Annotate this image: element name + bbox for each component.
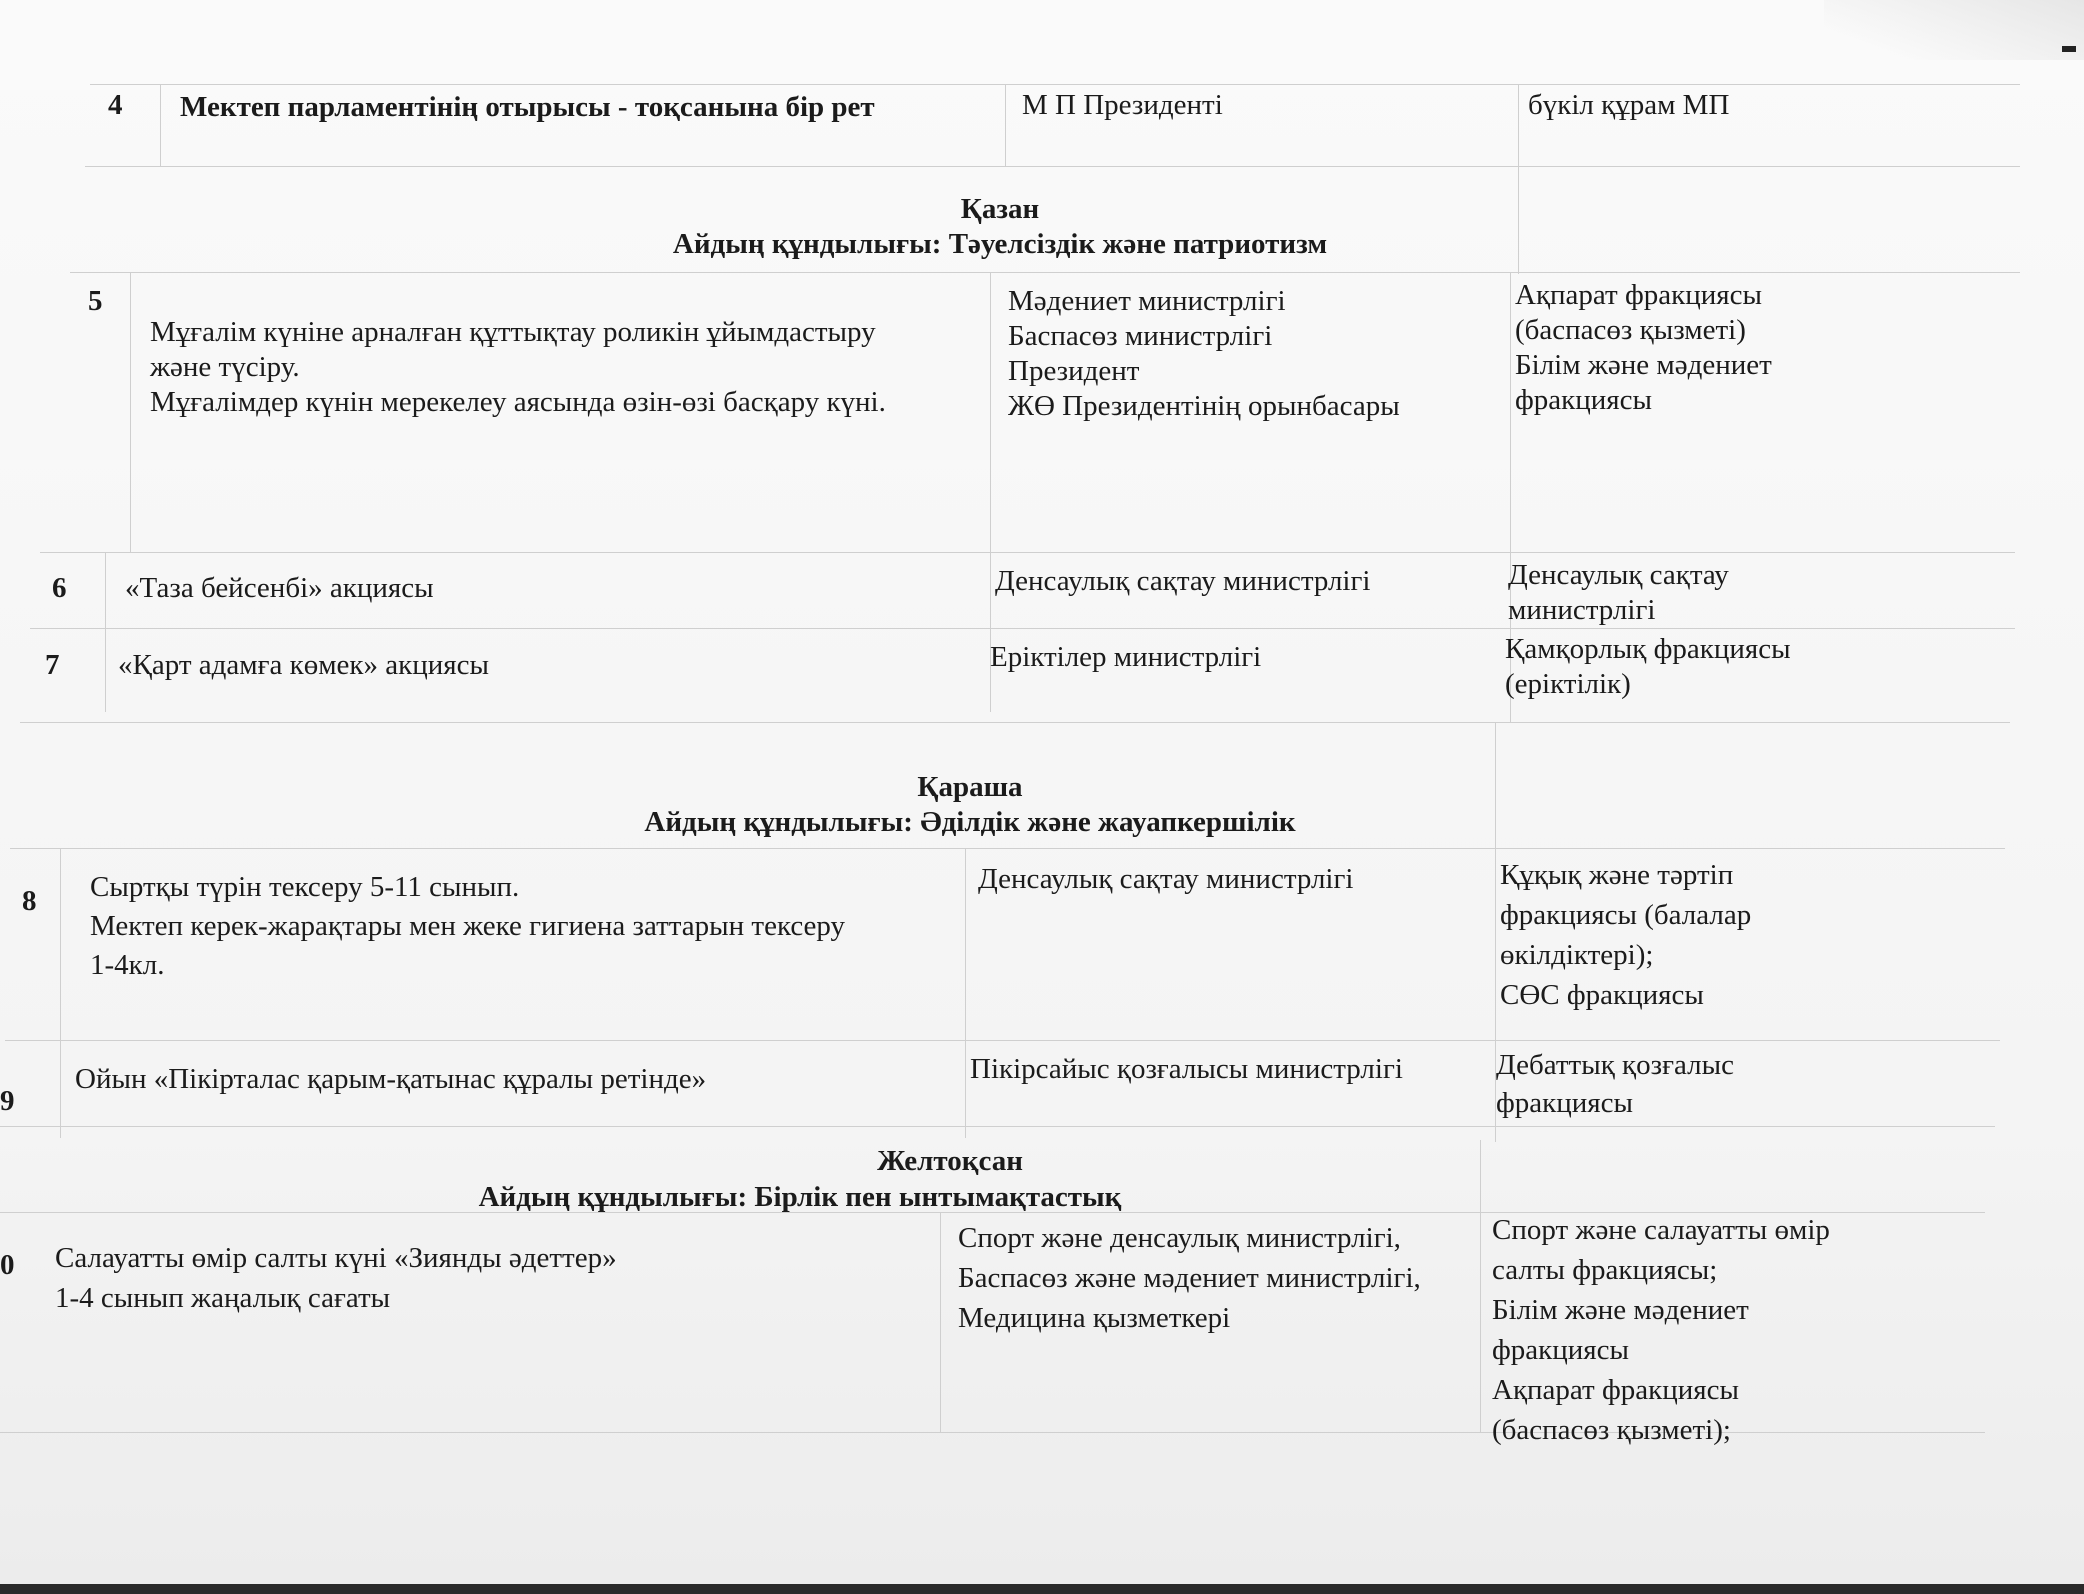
month-title: Қазан bbox=[960, 193, 1040, 225]
responsible-cell: Спорт және денсаулық министрлігі, Баспасөз және мәдениет министрлігі, Медицина қызметкері bbox=[958, 1222, 1421, 1334]
event-cell: Мектеп парламентінің отырысы - тоқсанына бір рет bbox=[180, 91, 875, 123]
page-shadow bbox=[1824, 0, 2084, 60]
table-edge bbox=[0, 1584, 2084, 1594]
responsible-cell: Пікірсайыс қозғалысы министрлігі bbox=[970, 1053, 1403, 1085]
table-border bbox=[130, 272, 131, 552]
table-border bbox=[60, 848, 61, 1138]
row-number: 8 bbox=[22, 885, 37, 917]
table-border bbox=[70, 272, 2020, 273]
responsible-cell: Мәдениет министрлігі Баспасөз министрлігі Президент ЖӨ Президентінің орынбасары bbox=[1008, 285, 1400, 422]
table-border bbox=[90, 84, 2020, 85]
month-value: Айдың құндылығы: Бірлік пен ынтымақтастық bbox=[478, 1181, 1122, 1213]
row-number: 9 bbox=[0, 1085, 15, 1117]
table-border bbox=[5, 1040, 2000, 1041]
table-border bbox=[105, 552, 106, 712]
event-cell: «Таза бейсенбі» акциясы bbox=[125, 572, 434, 604]
responsible-cell: Денсаулық сақтау министрлігі bbox=[978, 863, 1354, 895]
event-cell: Ойын «Пікірталас қарым-қатынас құралы ретінде» bbox=[75, 1063, 707, 1095]
event-cell: «Қарт адамға көмек» акциясы bbox=[118, 649, 489, 681]
responsible-cell: М П Президенті bbox=[1022, 89, 1223, 121]
table-border bbox=[160, 84, 161, 166]
row-number: 4 bbox=[108, 89, 123, 121]
table-border bbox=[85, 166, 2020, 167]
table-border bbox=[1480, 1140, 1481, 1432]
table-border bbox=[0, 1126, 1995, 1127]
edge-mark bbox=[2062, 46, 2076, 52]
row-number: 6 bbox=[52, 572, 67, 604]
participants-cell: Құқық және тәртіп фракциясы (балалар өкілдіктері); СӨС фракциясы bbox=[1500, 859, 1752, 1011]
participants-cell: Дебаттық қозғалыс фракциясы bbox=[1496, 1049, 1734, 1119]
responsible-cell: Еріктілер министрлігі bbox=[990, 641, 1262, 673]
month-value: Айдың құндылығы: Тәуелсіздік және патриотизм bbox=[672, 228, 1328, 260]
responsible-cell: Денсаулық сақтау министрлігі bbox=[995, 565, 1371, 597]
participants-cell: бүкіл құрам МП bbox=[1528, 89, 1730, 121]
row-number: 5 bbox=[88, 285, 103, 317]
table-border bbox=[30, 628, 2015, 629]
month-title: Қараша bbox=[917, 771, 1023, 803]
event-cell: Мұғалім күніне арналған құттықтау роликін ұйымдастыру және түсіру. Мұғалімдер күнін мерекелеу аясында өзін-өзі басқару күні. bbox=[150, 316, 886, 418]
event-cell: Сыртқы түрін тексеру 5-11 сынып. Мектеп керек-жарақтары мен жеке гигиена заттарын тексеру 1-4кл. bbox=[90, 871, 846, 981]
participants-cell: Ақпарат фракциясы (баспасөз қызметі) Білім және мәдениет фракциясы bbox=[1515, 279, 1772, 416]
participants-cell: Қамқорлық фракциясы (еріктілік) bbox=[1505, 633, 1791, 700]
participants-cell: Денсаулық сақтау министрлігі bbox=[1508, 559, 1729, 626]
participants-cell: Спорт және салауатты өмір салты фракциясы; Білім және мәдениет фракциясы Ақпарат фракциясы (баспасөз қызметі); bbox=[1492, 1214, 1830, 1446]
month-value: Айдың құндылығы: Әділдік және жауапкершілік bbox=[644, 806, 1296, 838]
table-border bbox=[965, 848, 966, 1138]
table-border bbox=[10, 848, 2005, 849]
event-cell: Салауатты өмір салты күні «Зиянды әдеттер» 1-4 сынып жаңалық сағаты bbox=[55, 1242, 617, 1314]
table-border bbox=[940, 1212, 941, 1432]
table-border bbox=[40, 552, 2015, 553]
month-title: Желтоқсан bbox=[877, 1145, 1023, 1177]
table-border bbox=[20, 722, 2010, 723]
table-border bbox=[1518, 84, 1519, 274]
row-number: 0 bbox=[0, 1249, 15, 1281]
row-number: 7 bbox=[45, 649, 60, 681]
table-border bbox=[1005, 84, 1006, 166]
